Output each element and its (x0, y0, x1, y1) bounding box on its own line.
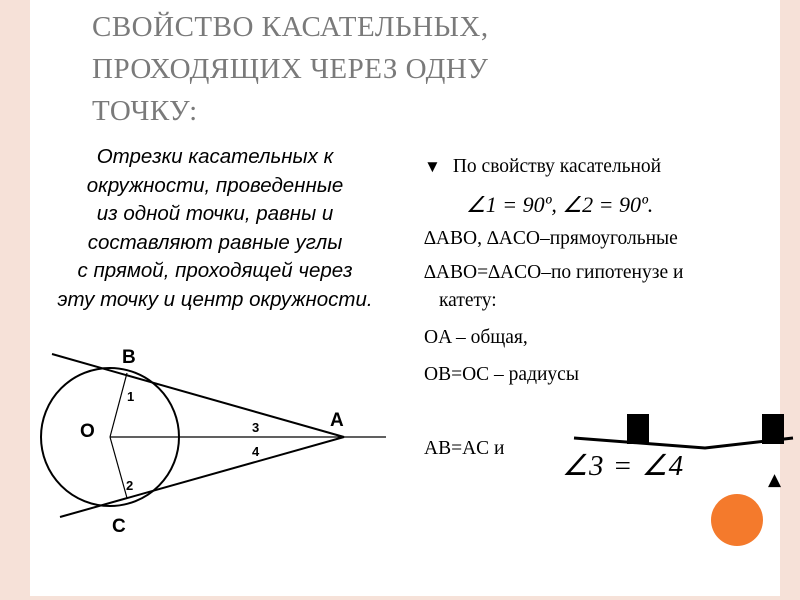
statement-line-3: из одной точки, равны и (96, 202, 334, 225)
proof-line-2: ∆ABO, ∆ACO–прямоугольные (424, 228, 678, 249)
proof-line-3: ∆ABO=∆ACO–по гипотенузе и (424, 262, 684, 283)
title-line-2: ПРОХОДЯЩИХ ЧЕРЕЗ ОДНУ (92, 53, 489, 85)
formula-angles-1-2: ∠1 = 90º, ∠2 = 90º. (466, 192, 654, 217)
label-angle-1: 1 (127, 389, 135, 404)
statement-line-6: эту точку и центр окружности. (57, 287, 373, 311)
proof-line-5: OA – общая, (424, 327, 528, 348)
proof-line-4: катету: (439, 290, 497, 311)
statement-line-5: с прямой, проходящей через (77, 259, 353, 282)
orange-circle (711, 494, 763, 546)
label-c: C (112, 516, 126, 537)
label-angle-4: 4 (252, 444, 260, 459)
proof-line-1: ▼ По свойству касательной (424, 156, 662, 177)
formula-angles-3-4: ∠3 = ∠4 (562, 450, 685, 482)
proof-line-7: AB=AC и (424, 438, 505, 459)
statement-line-2: окружности, проведенные (86, 173, 344, 197)
label-angle-2: 2 (126, 478, 134, 493)
proof-line-6: OB=OC – радиусы (424, 364, 579, 385)
triangle-down-icon: ▼ (424, 157, 441, 176)
label-a: A (330, 410, 344, 431)
label-angle-3: 3 (252, 420, 260, 435)
black-block-right (762, 414, 784, 444)
title-line-3: ТОЧКУ: (92, 95, 198, 127)
black-block-left (627, 414, 649, 444)
title-line-1: СВОЙСТВО КАСАТЕЛЬНЫХ, (92, 11, 489, 43)
statement-line-4: составляют равные углы (87, 230, 343, 254)
statement-line-1: Отрезки касательных к (96, 145, 334, 168)
label-o: O (80, 421, 95, 442)
triangle-up-icon: ▲ (768, 470, 782, 490)
label-b: B (122, 347, 136, 368)
